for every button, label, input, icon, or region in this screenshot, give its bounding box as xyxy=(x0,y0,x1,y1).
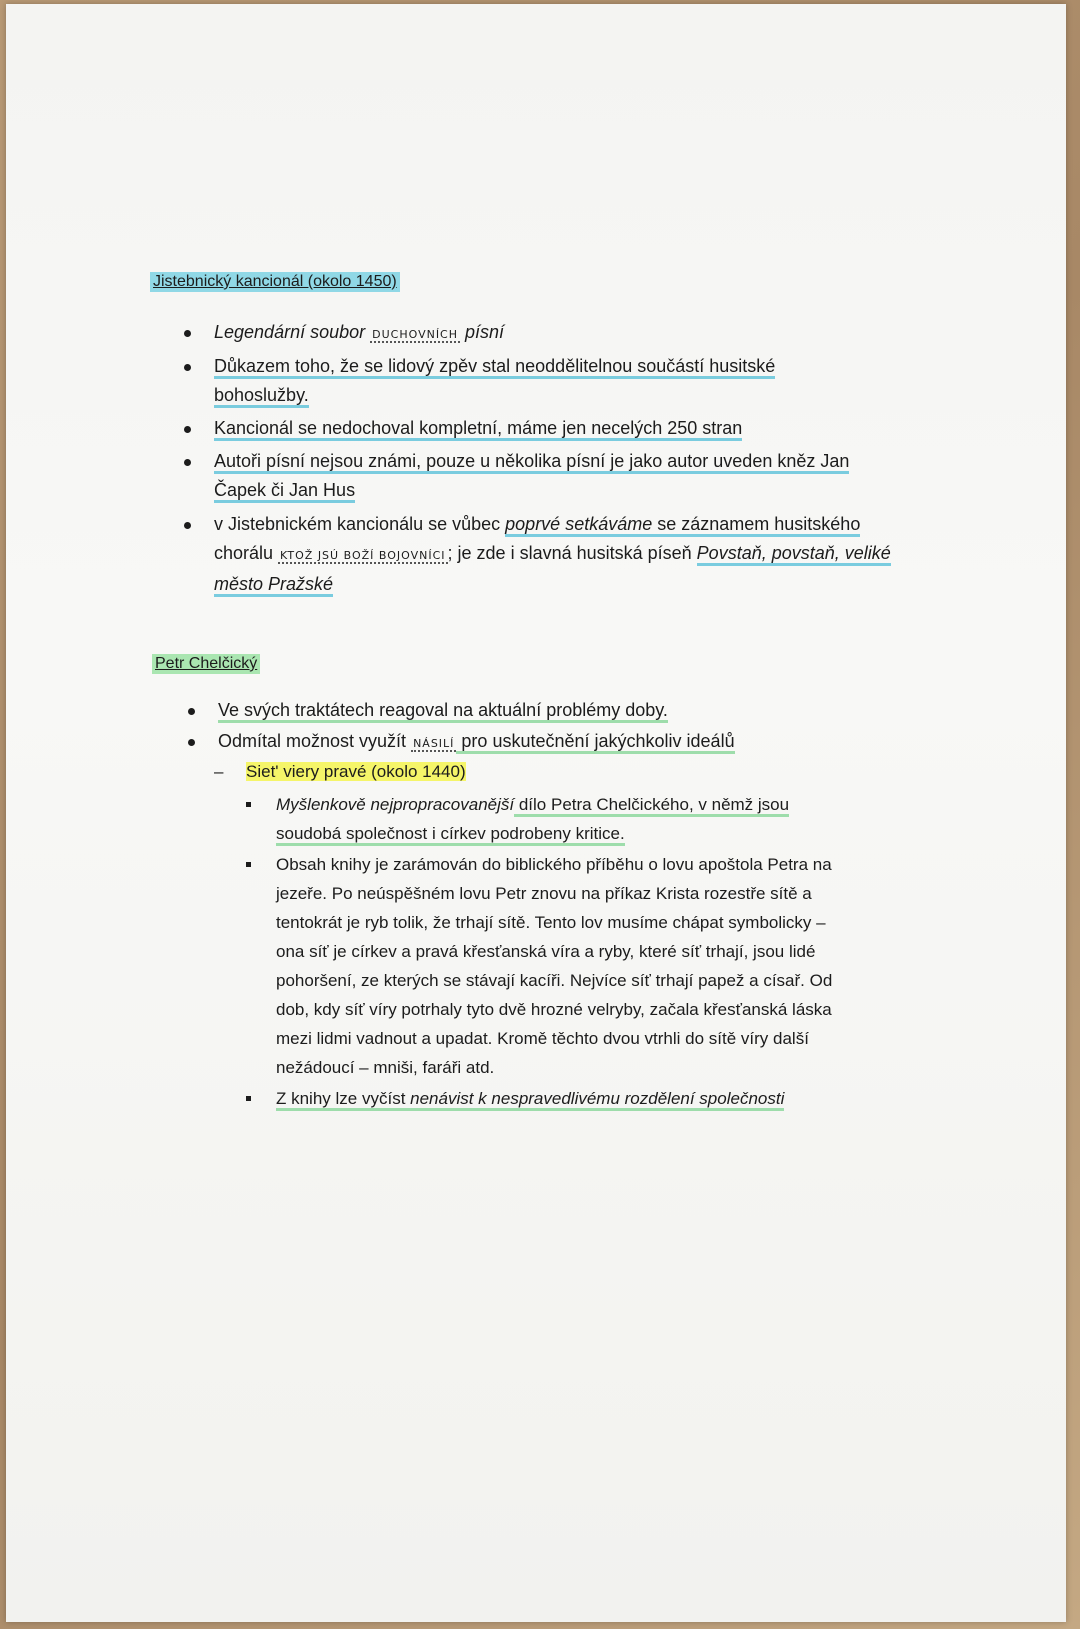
section-heading-jistebnicky: Jistebnický kancionál (okolo 1450) xyxy=(150,272,400,292)
text-fragment: ; je zde i slavná husitská píseň xyxy=(447,543,697,563)
text-fragment: Autoři písní nejsou známi, pouze u několika písní je jako autor uveden kněz Jan xyxy=(214,451,849,474)
sublist-items xyxy=(276,790,966,1113)
list-item xyxy=(276,790,966,848)
text-fragment: Ve svých traktátech reagoval na aktuální problémy doby. xyxy=(218,700,668,723)
sub-heading-siet-viery xyxy=(246,758,966,786)
text-fragment: chorálu xyxy=(214,543,279,563)
text-line: nežádoucí – mniši, faráři atd. xyxy=(276,1058,495,1077)
list-item xyxy=(276,850,966,1082)
list-item xyxy=(214,352,974,410)
list-chelcicky xyxy=(218,696,958,758)
text-fragment: Z knihy lze vyčíst xyxy=(276,1089,410,1111)
section-heading-chelcicky: Petr Chelčický xyxy=(152,654,260,674)
text-line: pohoršení, ze kterých se stávají kacíři. Nejvíce síť trhají papež a císař. Od xyxy=(276,971,833,990)
list-item xyxy=(276,1084,966,1113)
list-jistebnicky xyxy=(214,318,974,599)
list-item xyxy=(214,447,974,505)
text-fragment: Myšlenkově nejpropracovanější xyxy=(276,795,515,814)
text-fragment: město Pražské xyxy=(214,574,333,597)
text-fragment: dílo Petra Chelčického, v němž jsou xyxy=(514,795,789,817)
handwritten-note: KTOŽ JSÚ BOŽÍ BOJOVNÍCI xyxy=(280,549,446,562)
text-fragment: nenávist k nespravedlivému rozdělení společnosti xyxy=(410,1089,784,1111)
sublist-siet-viery xyxy=(246,758,966,1113)
text-line: mezi lidmi vadnout a upadat. Kromě těchto dvou vtrhli do sítě víry další xyxy=(276,1029,809,1048)
text-fragment: pro uskutečnění jakýchkoliv ideálů xyxy=(456,731,734,754)
list-item xyxy=(214,510,974,599)
highlighted-title: Siet' viery pravé (okolo 1440) xyxy=(246,762,466,781)
text-fragment: soudobá společnost i církev podrobeny kritice. xyxy=(276,824,625,846)
paper-sheet xyxy=(6,4,1066,1622)
text-fragment: v Jistebnickém kancionálu se vůbec xyxy=(214,514,506,534)
text-line: Obsah knihy je zarámován do biblického příběhu o lovu apoštola Petra na xyxy=(276,855,832,874)
handwritten-note: DUCHOVNÍCH xyxy=(372,328,459,341)
text-fragment: poprvé setkáváme xyxy=(505,514,652,537)
text-fragment: Legendární soubor xyxy=(214,322,371,342)
text-fragment: Důkazem toho, že se lidový zpěv stal neoddělitelnou součástí husitské xyxy=(214,356,775,379)
list-item xyxy=(214,318,974,349)
text-line: ona síť je církev a pravá křesťanská víra a ryby, které síť trhají, jsou lidé xyxy=(276,942,816,961)
text-line: tentokrát je ryb tolik, že trhají sítě. Tento lov musíme chápat symbolicky – xyxy=(276,913,826,932)
text-fragment: bohoslužby. xyxy=(214,385,309,408)
list-item xyxy=(214,414,974,443)
text-fragment: Čapek či Jan Hus xyxy=(214,480,355,503)
text-fragment: se záznamem husitského xyxy=(652,514,860,537)
text-fragment: Kancionál se nedochoval kompletní, máme jen necelých 250 stran xyxy=(214,418,742,441)
text-line: jezeře. Po neúspěšném lovu Petr znovu na příkaz Krista rozestře sítě a xyxy=(276,884,812,903)
handwritten-note: NÁSILÍ xyxy=(413,737,455,750)
text-fragment: Povstaň, povstaň, veliké xyxy=(697,543,891,566)
list-item xyxy=(218,727,958,758)
text-line: dob, kdy síť víry potrhaly tyto dvě hrozné velryby, začala křesťanská láska xyxy=(276,1000,832,1019)
list-item xyxy=(218,696,958,725)
text-fragment: Odmítal možnost využít xyxy=(218,731,412,751)
text-fragment: písní xyxy=(460,322,505,342)
